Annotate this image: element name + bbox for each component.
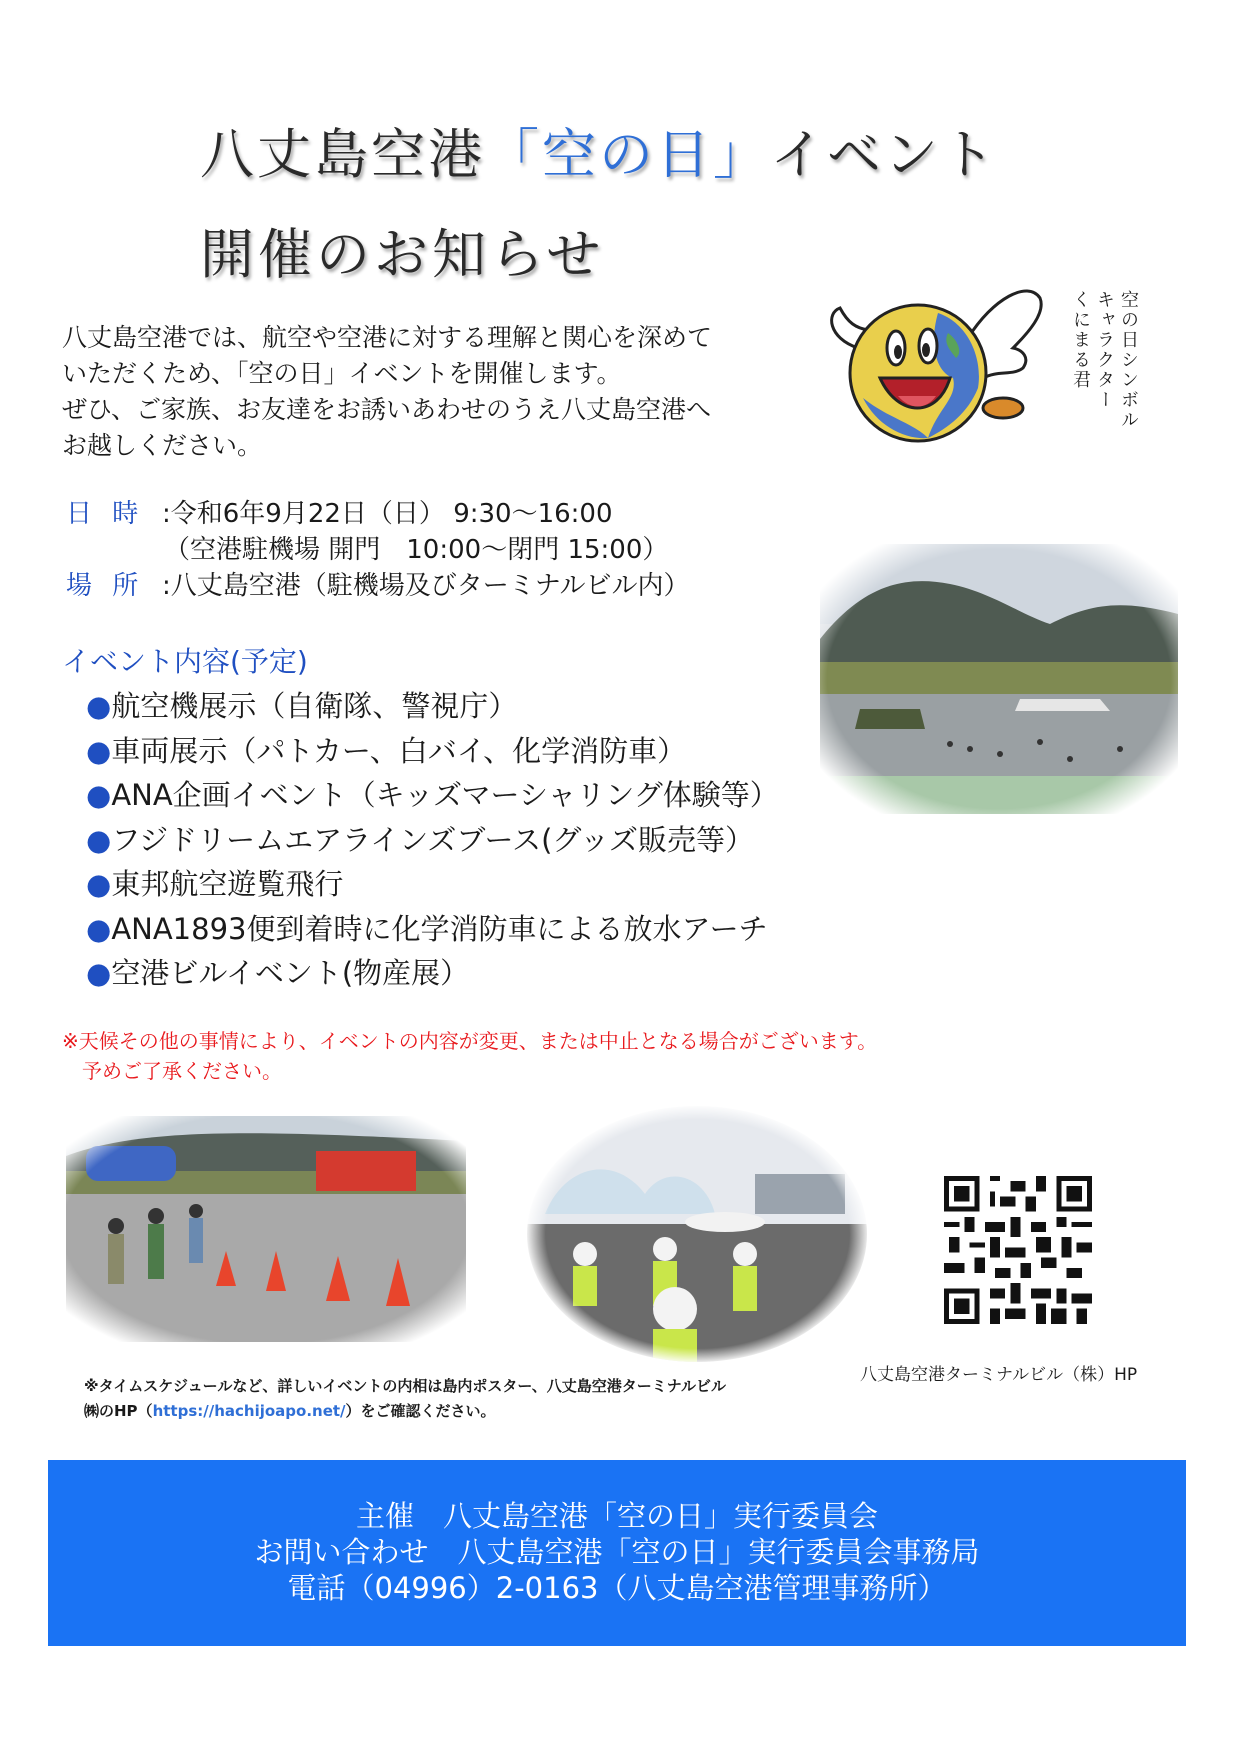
weather-notice: ※天候その他の事情により、イベントの内容が変更、または中止となる場合がございます。 予めご了承ください。 [62,1029,878,1083]
intro-line: お越しください。 [62,431,263,460]
date-value: :令和6年9月22日（日） 9:30〜16:00 [162,499,613,529]
events-heading: イベント内容(予定) [62,645,308,678]
bullet-icon: ● [86,733,112,768]
bullet-icon: ● [86,956,112,990]
title-prefix: 八丈島空港 [200,123,485,186]
website-link[interactable]: https://hachijoapo.net/ [152,1402,346,1420]
place-value: :八丈島空港（駐機場及びターミナルビル内） [162,571,690,601]
mascot-illustration [818,278,1048,448]
list-item: ●航空機展示（自衛隊、警視庁） [86,689,518,723]
page-title [200,112,998,189]
intro-line: 八丈島空港では、航空や空港に対する理解と関心を深めて [62,323,713,352]
events-list [86,684,779,996]
list-item: ●ANA1893便到着時に化学消防車による放水アーチ [86,911,768,946]
phone-line: 電話（04996）2-0163（八丈島空港管理事務所） [287,1571,947,1605]
organizer-footer [48,1460,1186,1646]
place-label: 場 所 [66,571,145,601]
date-label: 日 時 [66,499,145,529]
list-item: ●空港ビルイベント(物産展） [86,956,470,990]
organizer-line: 主催 八丈島空港「空の日」実行委員会 [355,1499,878,1533]
event-schedule [66,496,689,604]
date-sub: （空港駐機場 開門 10:00〜閉門 15:00） [164,535,669,565]
title-highlight: 「空の日」 [485,123,770,186]
list-item: ●車両展示（パトカー、白バイ、化学消防車） [86,733,687,768]
date-row [66,496,689,532]
mascot-caption: くにまる君 [1070,290,1091,390]
detail-note: ※タイムスケジュールなど、詳しいイベントの内相は島内ポスター、八丈島空港ターミナルビル ㈱のHP（https://hachijoapo.net/）をご確認ください。 [84,1377,727,1420]
mascot-caption: キャラクター [1094,290,1115,410]
airport-apron-photo [820,544,1178,814]
bullet-icon: ● [86,867,112,901]
mascot-caption: 空の日シンボル [1118,290,1139,430]
list-item: ●ANA企画イベント（キッズマーシャリング体験等） [86,778,779,812]
crowd-photo [66,1116,466,1342]
list-item: ●フジドリームエアラインズブース(グッズ販売等） [86,822,754,857]
qr-caption: 八丈島空港ターミナルビル（株）HP [860,1365,1138,1385]
bullet-icon: ● [86,689,112,723]
bullet-icon: ● [86,778,112,812]
contact-line: お問い合わせ 八丈島空港「空の日」実行委員会事務局 [254,1535,980,1569]
intro-line: ぜひ、ご家族、お友達をお誘いあわせのうえ八丈島空港へ [62,395,712,424]
kids-marshalling-photo [525,1104,870,1364]
list-item: ●東邦航空遊覧飛行 [86,867,344,901]
qr-code[interactable] [944,1176,1092,1324]
place-row [66,568,689,604]
bullet-icon: ● [86,911,112,946]
intro-line: いただくため、「空の日」イベントを開催します。 [62,359,622,388]
bullet-icon: ● [86,822,112,857]
page-subtitle: 開催のお知らせ [200,223,605,286]
intro-paragraph [62,320,782,464]
title-suffix: イベント [770,123,998,186]
